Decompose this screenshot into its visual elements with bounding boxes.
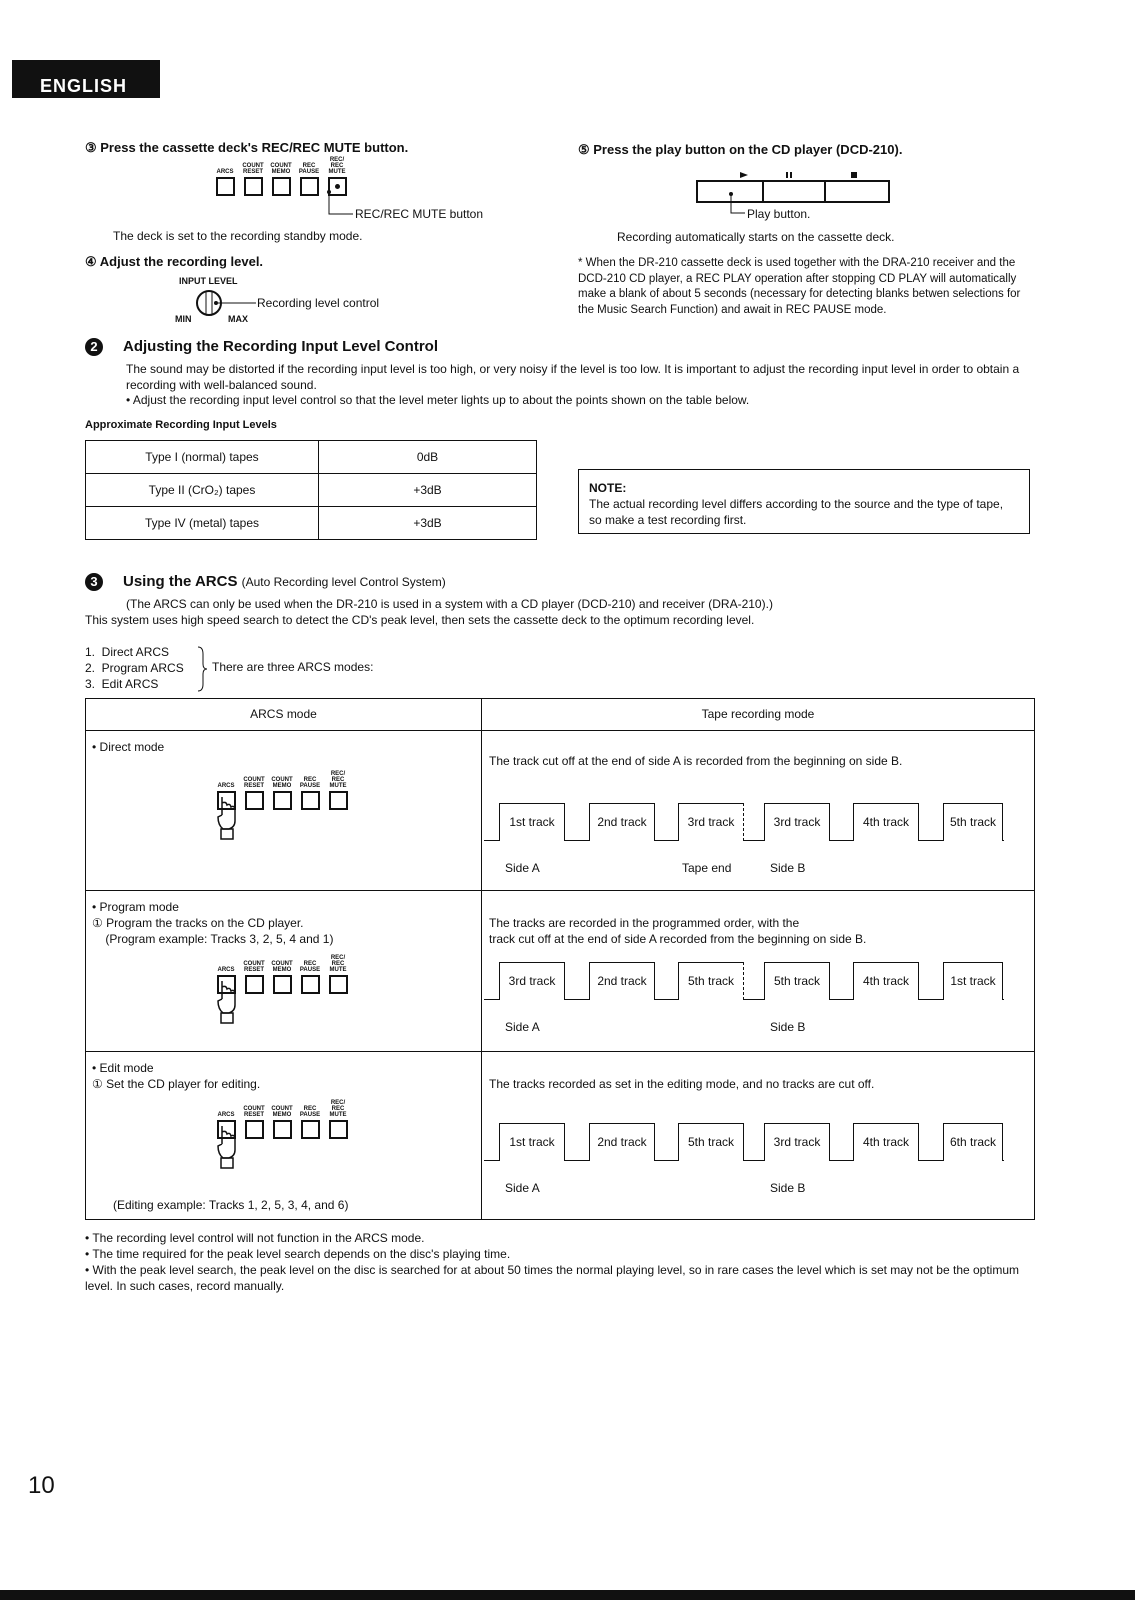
- section2-title: Adjusting the Recording Input Level Control: [123, 338, 438, 355]
- panel-button-label: REC/ REC MUTE: [328, 157, 346, 175]
- panel-button: [301, 975, 320, 994]
- tape-type: Type I (normal) tapes: [86, 441, 319, 474]
- bottom-bar: [0, 1590, 1135, 1600]
- section3-title: Using the ARCS: [123, 573, 238, 590]
- panel-button-label: REC/ REC MUTE: [329, 771, 347, 789]
- arcs-row: [86, 1052, 1034, 1219]
- rec-play-note: * When the DR-210 cassette deck is used together with the DRA-210 receiver and the DCD-210 CD player, a REC PLAY operation after stopping CD PLAY will automatically make a blank of about 5 seconds (necessary for detecting blanks betwen selections for the Music Search Function) and await in REC PAUSE mode.: [578, 257, 1021, 316]
- input-level-table: [85, 440, 537, 540]
- track-block: 4th track: [853, 1123, 919, 1161]
- deck-button-panel: [213, 1100, 351, 1142]
- panel-button-label: REC PAUSE: [299, 1106, 321, 1118]
- panel-button-label: ARCS: [217, 967, 235, 973]
- track-block: 1st track: [499, 803, 565, 841]
- panel-button-label: COUNT MEMO: [271, 1106, 293, 1118]
- section2-bullet: • Adjust the recording input level control so that the level meter lights up to about the points shown on the table below.: [126, 393, 750, 407]
- tape-end-label: Tape end: [682, 861, 732, 875]
- section-number-badge: 3: [85, 573, 103, 591]
- panel-button-label: ARCS: [216, 169, 234, 175]
- arcs-mode-item: 2. Program ARCS: [85, 661, 184, 675]
- panel-button-label: COUNT RESET: [242, 163, 264, 175]
- pressing-hand-icon: [215, 979, 239, 1028]
- arcs-mode-item: 3. Edit ARCS: [85, 677, 159, 691]
- level-row: [86, 441, 537, 474]
- side-b-label: Side B: [770, 1181, 806, 1195]
- panel-button-label: REC PAUSE: [298, 163, 320, 175]
- panel-button-label: COUNT RESET: [243, 961, 265, 973]
- section2-heading: [85, 338, 438, 356]
- note-title: NOTE:: [589, 481, 627, 495]
- tape-mode-description: The track cut off at the end of side A is recorded from the beginning on side B.: [489, 754, 903, 768]
- level-row: [86, 474, 537, 507]
- side-a-label: Side A: [505, 861, 540, 875]
- track-block: 4th track: [853, 962, 919, 1000]
- stop-icon: [851, 172, 857, 178]
- track-block: 2nd track: [589, 803, 655, 841]
- step4-heading: ④ Adjust the recording level.: [85, 254, 264, 269]
- level-table-title: Approximate Recording Input Levels: [85, 419, 277, 431]
- track-block: 3rd track: [499, 962, 565, 1000]
- side-a-label: Side A: [505, 1020, 540, 1034]
- knob-min-label: MIN: [175, 314, 192, 324]
- step5-result: Recording automatically starts on the cassette deck.: [617, 230, 895, 244]
- arcs-row: [86, 731, 1034, 891]
- footnote: • The time required for the peak level search depends on the disc's playing time.: [85, 1247, 511, 1261]
- knob-max-label: MAX: [228, 314, 248, 324]
- panel-button-label: COUNT MEMO: [270, 163, 292, 175]
- panel-button-label: ARCS: [217, 1112, 235, 1118]
- mode-text: • Edit mode: [92, 1061, 154, 1075]
- rec-mute-callout: REC/REC MUTE button: [355, 207, 484, 221]
- section3-heading: [85, 573, 446, 591]
- play-button-callout: Play button.: [747, 207, 811, 221]
- arcs-table: [85, 698, 1035, 1220]
- mode-text: • Direct mode: [92, 740, 165, 754]
- panel-button-label: REC/ REC MUTE: [329, 955, 347, 973]
- tape-level: +3dB: [319, 507, 537, 540]
- mode-text: • Program mode: [92, 900, 179, 914]
- input-level-label: INPUT LEVEL: [179, 276, 238, 286]
- section2-paragraph: The sound may be distorted if the recording input level is too high, or very noisy if the level is too low. It is important to adjust the recording input level in order to obtain a recording with well-balanced sound.: [126, 362, 1020, 392]
- page-number: 10: [28, 1472, 55, 1499]
- header-arcs-mode: ARCS mode: [250, 707, 317, 721]
- tape-level: +3dB: [319, 474, 537, 507]
- track-block: 3rd track: [678, 803, 744, 841]
- track-block: 1st track: [499, 1123, 565, 1161]
- panel-button-label: REC PAUSE: [299, 777, 321, 789]
- track-block: 5th track: [943, 803, 1003, 841]
- section3-subtitle: (Auto Recording level Control System): [241, 575, 446, 589]
- deck-button-panel: [213, 771, 351, 813]
- mode-example: (Editing example: Tracks 1, 2, 5, 3, 4, and 6): [113, 1198, 349, 1212]
- step3-result: The deck is set to the recording standby mode.: [113, 229, 363, 243]
- step3-heading: ③ Press the cassette deck's REC/REC MUTE button.: [85, 140, 409, 155]
- panel-button: [301, 1120, 320, 1139]
- track-block: 2nd track: [589, 962, 655, 1000]
- arcs-row: [86, 891, 1034, 1052]
- track-block: 5th track: [764, 962, 830, 1000]
- arcs-line2: This system uses high speed search to detect the CD's peak level, then sets the cassette deck to the optimum recording level.: [85, 613, 755, 627]
- panel-button-label: REC/ REC MUTE: [329, 1100, 347, 1118]
- note-text: The actual recording level differs according to the source and the type of tape, so make a test recording first.: [589, 497, 1004, 527]
- modes-note: There are three ARCS modes:: [212, 660, 374, 674]
- track-block: 5th track: [678, 962, 744, 1000]
- panel-button: [329, 1120, 348, 1139]
- panel-button-label: ARCS: [217, 783, 235, 789]
- callout-line: [323, 190, 353, 220]
- track-block: 4th track: [853, 803, 919, 841]
- footnote: • The recording level control will not function in the ARCS mode.: [85, 1231, 425, 1245]
- tape-level: 0dB: [319, 441, 537, 474]
- level-control-callout: Recording level control: [257, 296, 380, 310]
- panel-button: [329, 791, 348, 810]
- track-block: 2nd track: [589, 1123, 655, 1161]
- header-tape-mode: Tape recording mode: [701, 707, 815, 721]
- side-b-label: Side B: [770, 1020, 806, 1034]
- mode-text: ① Program the tracks on the CD player.: [92, 916, 304, 930]
- panel-button: [216, 177, 235, 196]
- arcs-line1: (The ARCS can only be used when the DR-210 is used in a system with a CD player (DCD-210) and receiver (DRA-210).): [126, 597, 773, 611]
- side-a-label: Side A: [505, 1181, 540, 1195]
- panel-button: [244, 177, 263, 196]
- track-block: 3rd track: [764, 803, 830, 841]
- mode-text: ① Set the CD player for editing.: [92, 1077, 261, 1091]
- language-tab: ENGLISH: [12, 60, 160, 98]
- pressing-hand-icon: [215, 795, 239, 844]
- panel-button-label: REC PAUSE: [299, 961, 321, 973]
- mode-text: (Program example: Tracks 3, 2, 5, 4 and 1): [92, 932, 334, 946]
- track-block: 6th track: [943, 1123, 1003, 1161]
- tape-mode-description: The tracks are recorded in the programmed order, with the: [489, 916, 800, 930]
- tape-type: Type II (CrO₂) tapes: [86, 474, 319, 507]
- section-number-badge: 2: [85, 338, 103, 356]
- track-block: 3rd track: [764, 1123, 830, 1161]
- brace-icon: [196, 646, 208, 692]
- tape-type: Type IV (metal) tapes: [86, 507, 319, 540]
- panel-button: [273, 975, 292, 994]
- step5-heading: ⑤ Press the play button on the CD player (DCD-210).: [578, 142, 903, 157]
- panel-button: [272, 177, 291, 196]
- panel-button: [273, 791, 292, 810]
- track-block: 1st track: [943, 962, 1003, 1000]
- deck-button-panel: [213, 955, 351, 997]
- pressing-hand-icon: [215, 1124, 239, 1173]
- arcs-mode-item: 1. Direct ARCS: [85, 645, 170, 659]
- pause-icon: [786, 172, 788, 178]
- panel-button: [273, 1120, 292, 1139]
- side-b-label: Side B: [770, 861, 806, 875]
- play-icon: [740, 172, 748, 178]
- panel-button: [245, 1120, 264, 1139]
- footnote: • With the peak level search, the peak level on the disc is searched for at about 50 times the normal playing level, so in rare cases the level which is set may not be the optimum level. In such cases, record manually.: [85, 1263, 1020, 1293]
- level-row: [86, 507, 537, 540]
- footnotes: [85, 1230, 1045, 1294]
- panel-button-label: COUNT RESET: [243, 777, 265, 789]
- panel-button: [301, 791, 320, 810]
- panel-button-label: COUNT RESET: [243, 1106, 265, 1118]
- tape-mode-description: track cut off at the end of side A recorded from the beginning on side B.: [489, 932, 867, 946]
- panel-button: [245, 975, 264, 994]
- panel-button-label: COUNT MEMO: [271, 777, 293, 789]
- track-block: 5th track: [678, 1123, 744, 1161]
- panel-button-label: COUNT MEMO: [271, 961, 293, 973]
- panel-button: [329, 975, 348, 994]
- tape-mode-description: The tracks recorded as set in the editing mode, and no tracks are cut off.: [489, 1077, 875, 1091]
- panel-button: [300, 177, 319, 196]
- arcs-modes-list: [85, 644, 184, 692]
- note-box: [578, 469, 1030, 534]
- panel-button: [245, 791, 264, 810]
